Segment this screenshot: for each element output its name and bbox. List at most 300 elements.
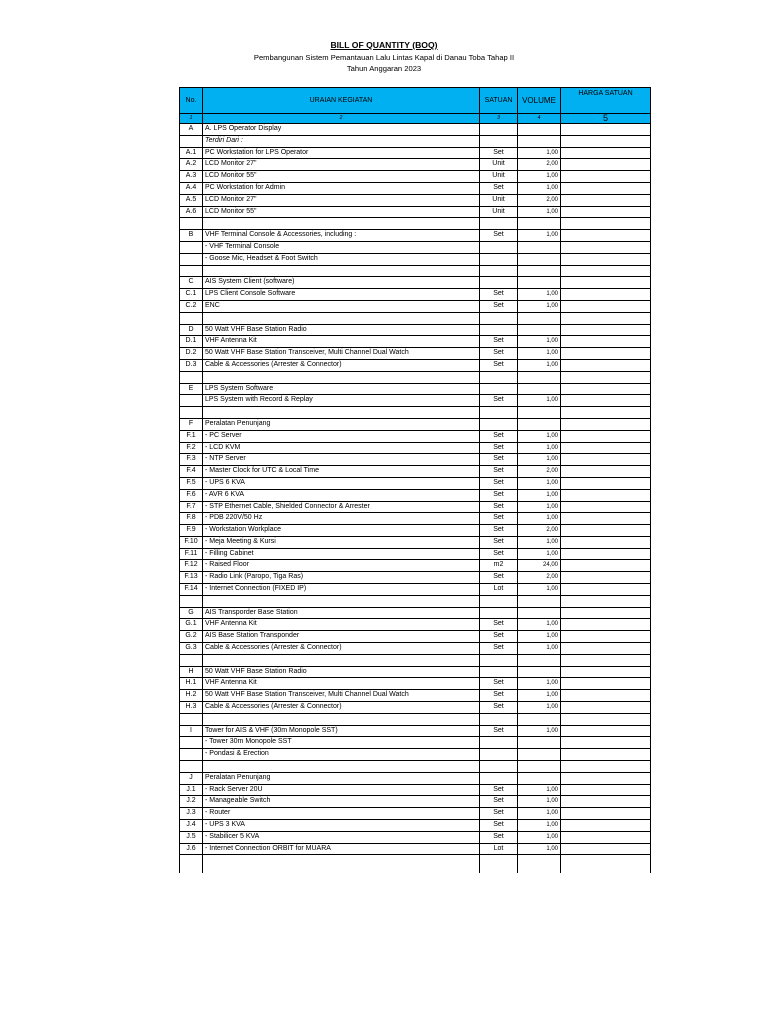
column-number-row: [180, 114, 651, 124]
table-row: [180, 300, 651, 312]
item-description-cell: [203, 654, 480, 666]
table-row: [180, 654, 651, 666]
col-number: 5: [561, 114, 651, 124]
item-description-cell: ENC: [203, 300, 480, 312]
table-row: [180, 477, 651, 489]
item-description-cell: AIS Base Station Transponder: [203, 631, 480, 643]
item-unit-cell: Set: [480, 796, 518, 808]
table-row: [180, 182, 651, 194]
item-volume-cell: [518, 277, 561, 289]
item-description-cell: - Tower 30m Monopole SST: [203, 737, 480, 749]
item-description-cell: [203, 218, 480, 230]
item-volume-cell: 1,00: [518, 501, 561, 513]
item-description-cell: [203, 312, 480, 324]
item-unit-cell: [480, 277, 518, 289]
table-row: [180, 855, 651, 874]
item-unit-cell: [480, 253, 518, 265]
item-unit-price-cell: [561, 513, 651, 525]
item-description-cell: [203, 713, 480, 725]
item-number-cell: J.3: [180, 808, 203, 820]
item-volume-cell: [518, 666, 561, 678]
item-volume-cell: 1,00: [518, 147, 561, 159]
item-volume-cell: [518, 312, 561, 324]
item-unit-price-cell: [561, 206, 651, 218]
item-number-cell: [180, 737, 203, 749]
col-header-volume: VOLUME: [518, 88, 561, 114]
col-number: 3: [480, 114, 518, 124]
item-unit-price-cell: [561, 312, 651, 324]
item-unit-cell: [480, 761, 518, 773]
item-unit-cell: [480, 324, 518, 336]
item-number-cell: [180, 312, 203, 324]
item-number-cell: F.8: [180, 513, 203, 525]
item-description-cell: LCD Monitor 27": [203, 159, 480, 171]
table-row: [180, 737, 651, 749]
table-row: [180, 418, 651, 430]
table-row: [180, 572, 651, 584]
table-row: [180, 289, 651, 301]
item-unit-cell: [480, 407, 518, 419]
item-number-cell: [180, 265, 203, 277]
table-row: [180, 584, 651, 596]
table-row: [180, 513, 651, 525]
item-number-cell: J: [180, 772, 203, 784]
item-unit-price-cell: [561, 654, 651, 666]
item-unit-cell: Set: [480, 442, 518, 454]
item-volume-cell: 1,00: [518, 796, 561, 808]
item-unit-cell: Set: [480, 289, 518, 301]
item-unit-cell: Set: [480, 466, 518, 478]
item-volume-cell: 1,00: [518, 678, 561, 690]
item-unit-price-cell: [561, 572, 651, 584]
col-number: 1: [180, 114, 203, 124]
col-header-description: URAIAN KEGIATAN: [203, 88, 480, 114]
table-row: [180, 796, 651, 808]
item-volume-cell: 24,00: [518, 560, 561, 572]
item-unit-price-cell: [561, 784, 651, 796]
item-unit-cell: [480, 418, 518, 430]
table-row: [180, 395, 651, 407]
item-volume-cell: 1,00: [518, 395, 561, 407]
col-header-no: No.: [180, 88, 203, 114]
item-unit-cell: Lot: [480, 584, 518, 596]
item-description-cell: - PC Server: [203, 430, 480, 442]
item-unit-cell: Unit: [480, 194, 518, 206]
item-number-cell: [180, 713, 203, 725]
item-description-cell: 50 Watt VHF Base Station Transceiver, Multi Channel Dual Watch: [203, 348, 480, 360]
item-unit-price-cell: [561, 300, 651, 312]
item-unit-cell: Set: [480, 784, 518, 796]
item-number-cell: C.2: [180, 300, 203, 312]
item-unit-price-cell: [561, 477, 651, 489]
item-unit-cell: [480, 855, 518, 874]
item-volume-cell: 1,00: [518, 206, 561, 218]
table-row: [180, 678, 651, 690]
table-row: [180, 371, 651, 383]
item-description-cell: - Manageable Switch: [203, 796, 480, 808]
item-unit-cell: [480, 312, 518, 324]
item-description-cell: - Radio Link (Paropo, Tiga Ras): [203, 572, 480, 584]
item-volume-cell: [518, 218, 561, 230]
boq-table-body: [180, 124, 651, 874]
item-volume-cell: 1,00: [518, 784, 561, 796]
item-description-cell: LPS System with Record & Replay: [203, 395, 480, 407]
item-description-cell: [203, 761, 480, 773]
table-row: [180, 454, 651, 466]
item-unit-cell: [480, 135, 518, 147]
document-year: Tahun Anggaran 2023: [346, 64, 422, 73]
item-number-cell: H.1: [180, 678, 203, 690]
item-unit-price-cell: [561, 371, 651, 383]
item-unit-price-cell: [561, 324, 651, 336]
item-unit-cell: Set: [480, 536, 518, 548]
item-volume-cell: 1,00: [518, 690, 561, 702]
item-description-cell: - Router: [203, 808, 480, 820]
item-unit-cell: Set: [480, 300, 518, 312]
table-row: [180, 348, 651, 360]
item-number-cell: J.2: [180, 796, 203, 808]
item-number-cell: F.6: [180, 489, 203, 501]
item-volume-cell: [518, 383, 561, 395]
item-unit-price-cell: [561, 395, 651, 407]
item-volume-cell: 1,00: [518, 442, 561, 454]
item-unit-price-cell: [561, 595, 651, 607]
table-row: [180, 607, 651, 619]
item-number-cell: [180, 218, 203, 230]
item-volume-cell: 1,00: [518, 300, 561, 312]
item-volume-cell: [518, 772, 561, 784]
table-row: [180, 784, 651, 796]
item-description-cell: LCD Monitor 27": [203, 194, 480, 206]
item-unit-price-cell: [561, 737, 651, 749]
item-description-cell: VHF Antenna Kit: [203, 619, 480, 631]
item-unit-cell: Set: [480, 336, 518, 348]
item-volume-cell: 1,00: [518, 820, 561, 832]
item-volume-cell: [518, 749, 561, 761]
item-unit-cell: [480, 772, 518, 784]
item-unit-price-cell: [561, 536, 651, 548]
item-number-cell: F.3: [180, 454, 203, 466]
item-number-cell: [180, 135, 203, 147]
item-unit-price-cell: [561, 749, 651, 761]
table-row: [180, 808, 651, 820]
item-unit-cell: [480, 595, 518, 607]
item-unit-price-cell: [561, 336, 651, 348]
item-number-cell: [180, 595, 203, 607]
item-unit-cell: m2: [480, 560, 518, 572]
item-volume-cell: 1,00: [518, 643, 561, 655]
item-description-cell: Peralatan Penunjang: [203, 772, 480, 784]
item-volume-cell: 1,00: [518, 702, 561, 714]
item-description-cell: - UPS 3 KVA: [203, 820, 480, 832]
item-number-cell: [180, 855, 203, 874]
item-unit-cell: Set: [480, 702, 518, 714]
item-unit-cell: [480, 713, 518, 725]
item-unit-price-cell: [561, 619, 651, 631]
item-unit-price-cell: [561, 560, 651, 572]
item-unit-price-cell: [561, 171, 651, 183]
item-description-cell: VHF Antenna Kit: [203, 678, 480, 690]
item-unit-price-cell: [561, 466, 651, 478]
item-volume-cell: [518, 265, 561, 277]
item-description-cell: [203, 265, 480, 277]
table-row: [180, 843, 651, 855]
item-volume-cell: 1,00: [518, 359, 561, 371]
item-description-cell: - Internet Connection ORBIT for MUARA: [203, 843, 480, 855]
table-row: [180, 277, 651, 289]
item-unit-price-cell: [561, 218, 651, 230]
item-volume-cell: 1,00: [518, 289, 561, 301]
item-volume-cell: 1,00: [518, 808, 561, 820]
item-description-cell: - Meja Meeting & Kursi: [203, 536, 480, 548]
item-unit-cell: Unit: [480, 206, 518, 218]
item-number-cell: A.5: [180, 194, 203, 206]
item-unit-cell: Set: [480, 430, 518, 442]
item-unit-cell: Set: [480, 678, 518, 690]
item-unit-cell: Set: [480, 454, 518, 466]
table-row: [180, 725, 651, 737]
item-number-cell: F.4: [180, 466, 203, 478]
item-description-cell: Peralatan Penunjang: [203, 418, 480, 430]
item-unit-price-cell: [561, 690, 651, 702]
item-description-cell: Tower for AIS & VHF (30m Monopole SST): [203, 725, 480, 737]
item-unit-price-cell: [561, 430, 651, 442]
item-description-cell: - Rack Server 20U: [203, 784, 480, 796]
item-description-cell: [203, 371, 480, 383]
item-volume-cell: 2,00: [518, 194, 561, 206]
item-description-cell: PC Workstation for Admin: [203, 182, 480, 194]
item-description-cell: - Stabilicer 5 KVA: [203, 831, 480, 843]
item-volume-cell: 1,00: [518, 477, 561, 489]
col-number: 4: [518, 114, 561, 124]
col-header-unit: SATUAN: [480, 88, 518, 114]
item-unit-price-cell: [561, 241, 651, 253]
table-row: [180, 230, 651, 242]
item-unit-price-cell: [561, 820, 651, 832]
item-unit-cell: Set: [480, 230, 518, 242]
item-number-cell: [180, 253, 203, 265]
table-row: [180, 241, 651, 253]
item-volume-cell: [518, 654, 561, 666]
item-unit-price-cell: [561, 501, 651, 513]
item-number-cell: H: [180, 666, 203, 678]
item-number-cell: [180, 241, 203, 253]
item-number-cell: F.5: [180, 477, 203, 489]
item-number-cell: F.9: [180, 525, 203, 537]
item-volume-cell: 2,00: [518, 159, 561, 171]
item-unit-cell: Set: [480, 147, 518, 159]
item-description-cell: 50 Watt VHF Base Station Radio: [203, 324, 480, 336]
item-description-cell: - Internet Connection (FIXED IP): [203, 584, 480, 596]
item-description-cell: - Goose Mic, Headset & Foot Switch: [203, 253, 480, 265]
item-unit-price-cell: [561, 265, 651, 277]
item-description-cell: AIS System Client (software): [203, 277, 480, 289]
item-description-cell: - AVR 6 KVA: [203, 489, 480, 501]
item-unit-price-cell: [561, 666, 651, 678]
item-number-cell: [180, 371, 203, 383]
item-description-cell: - PDB 220V/50 Hz: [203, 513, 480, 525]
item-description-cell: PC Workstation for LPS Operator: [203, 147, 480, 159]
item-volume-cell: 2,00: [518, 525, 561, 537]
item-unit-price-cell: [561, 418, 651, 430]
table-row: [180, 336, 651, 348]
item-volume-cell: 1,00: [518, 171, 561, 183]
table-row: [180, 548, 651, 560]
table-row: [180, 359, 651, 371]
item-unit-price-cell: [561, 702, 651, 714]
item-description-cell: Cable & Accessories (Arrester & Connector): [203, 702, 480, 714]
item-number-cell: G.3: [180, 643, 203, 655]
item-unit-price-cell: [561, 525, 651, 537]
item-description-cell: LCD Monitor 55": [203, 206, 480, 218]
item-number-cell: F.14: [180, 584, 203, 596]
item-unit-price-cell: [561, 348, 651, 360]
item-unit-price-cell: [561, 253, 651, 265]
item-number-cell: F.1: [180, 430, 203, 442]
item-volume-cell: 1,00: [518, 230, 561, 242]
item-volume-cell: 1,00: [518, 843, 561, 855]
item-description-cell: Terdiri Dari :: [203, 135, 480, 147]
item-description-cell: - NTP Server: [203, 454, 480, 466]
table-row: [180, 147, 651, 159]
item-volume-cell: 1,00: [518, 831, 561, 843]
item-unit-cell: Set: [480, 513, 518, 525]
item-description-cell: 50 Watt VHF Base Station Radio: [203, 666, 480, 678]
item-unit-cell: Set: [480, 631, 518, 643]
item-volume-cell: 1,00: [518, 489, 561, 501]
table-row: [180, 383, 651, 395]
table-row: [180, 595, 651, 607]
table-row: [180, 631, 651, 643]
item-unit-cell: Set: [480, 725, 518, 737]
item-unit-price-cell: [561, 808, 651, 820]
item-number-cell: F.11: [180, 548, 203, 560]
item-unit-cell: [480, 666, 518, 678]
item-number-cell: [180, 654, 203, 666]
table-row: [180, 124, 651, 136]
item-volume-cell: [518, 855, 561, 874]
item-volume-cell: 1,00: [518, 430, 561, 442]
item-number-cell: G.1: [180, 619, 203, 631]
table-row: [180, 713, 651, 725]
item-unit-price-cell: [561, 124, 651, 136]
item-description-cell: [203, 855, 480, 874]
table-row: [180, 135, 651, 147]
item-volume-cell: 1,00: [518, 536, 561, 548]
item-unit-cell: Set: [480, 395, 518, 407]
item-number-cell: J.5: [180, 831, 203, 843]
item-number-cell: [180, 407, 203, 419]
item-description-cell: - Raised Floor: [203, 560, 480, 572]
item-volume-cell: [518, 607, 561, 619]
table-row: [180, 159, 651, 171]
item-unit-price-cell: [561, 725, 651, 737]
item-unit-cell: Set: [480, 182, 518, 194]
item-volume-cell: 1,00: [518, 725, 561, 737]
table-row: [180, 536, 651, 548]
item-number-cell: A.2: [180, 159, 203, 171]
item-unit-price-cell: [561, 548, 651, 560]
item-unit-price-cell: [561, 135, 651, 147]
table-row: [180, 831, 651, 843]
col-header-unit-price: HARGA SATUAN: [561, 88, 651, 114]
table-row: [180, 430, 651, 442]
table-row: [180, 643, 651, 655]
item-unit-price-cell: [561, 584, 651, 596]
item-unit-cell: Set: [480, 477, 518, 489]
item-unit-price-cell: [561, 796, 651, 808]
item-number-cell: D.1: [180, 336, 203, 348]
item-unit-cell: [480, 241, 518, 253]
item-description-cell: - UPS 6 KVA: [203, 477, 480, 489]
boq-table: [179, 87, 651, 873]
table-row: [180, 761, 651, 773]
item-volume-cell: 1,00: [518, 182, 561, 194]
item-unit-cell: Set: [480, 820, 518, 832]
item-volume-cell: 1,00: [518, 513, 561, 525]
item-number-cell: A.1: [180, 147, 203, 159]
item-unit-price-cell: [561, 289, 651, 301]
item-description-cell: LPS System Software: [203, 383, 480, 395]
item-number-cell: J.6: [180, 843, 203, 855]
item-volume-cell: [518, 324, 561, 336]
item-unit-price-cell: [561, 147, 651, 159]
item-unit-price-cell: [561, 277, 651, 289]
table-row: [180, 772, 651, 784]
col-number: 2: [203, 114, 480, 124]
item-description-cell: - Workstation Workplace: [203, 525, 480, 537]
item-unit-cell: Set: [480, 548, 518, 560]
item-volume-cell: 1,00: [518, 631, 561, 643]
item-volume-cell: 1,00: [518, 548, 561, 560]
item-unit-cell: Set: [480, 808, 518, 820]
item-number-cell: F.2: [180, 442, 203, 454]
item-description-cell: - Master Clock for UTC & Local Time: [203, 466, 480, 478]
item-unit-cell: [480, 654, 518, 666]
item-unit-cell: [480, 383, 518, 395]
table-row: [180, 324, 651, 336]
item-description-cell: LPS Client Console Software: [203, 289, 480, 301]
item-number-cell: G.2: [180, 631, 203, 643]
item-description-cell: 50 Watt VHF Base Station Transceiver, Multi Channel Dual Watch: [203, 690, 480, 702]
item-volume-cell: [518, 713, 561, 725]
table-row: [180, 749, 651, 761]
item-unit-cell: Set: [480, 831, 518, 843]
item-unit-price-cell: [561, 831, 651, 843]
item-unit-cell: Set: [480, 348, 518, 360]
item-unit-cell: Unit: [480, 171, 518, 183]
item-description-cell: [203, 407, 480, 419]
table-row: [180, 442, 651, 454]
item-number-cell: [180, 761, 203, 773]
item-unit-price-cell: [561, 761, 651, 773]
table-row: [180, 489, 651, 501]
item-volume-cell: 1,00: [518, 454, 561, 466]
item-description-cell: - STP Ethernet Cable, Shielded Connector & Arrester: [203, 501, 480, 513]
item-unit-cell: Set: [480, 643, 518, 655]
item-number-cell: H.2: [180, 690, 203, 702]
item-unit-price-cell: [561, 359, 651, 371]
item-unit-cell: Set: [480, 690, 518, 702]
item-number-cell: J.4: [180, 820, 203, 832]
item-description-cell: VHF Antenna Kit: [203, 336, 480, 348]
document-subtitle: Pembangunan Sistem Pemantauan Lalu Lintas Kapal di Danau Toba Tahap II: [253, 53, 515, 62]
item-number-cell: J.1: [180, 784, 203, 796]
item-description-cell: VHF Terminal Console & Accessories, including :: [203, 230, 480, 242]
item-number-cell: [180, 749, 203, 761]
item-unit-price-cell: [561, 843, 651, 855]
item-number-cell: F: [180, 418, 203, 430]
